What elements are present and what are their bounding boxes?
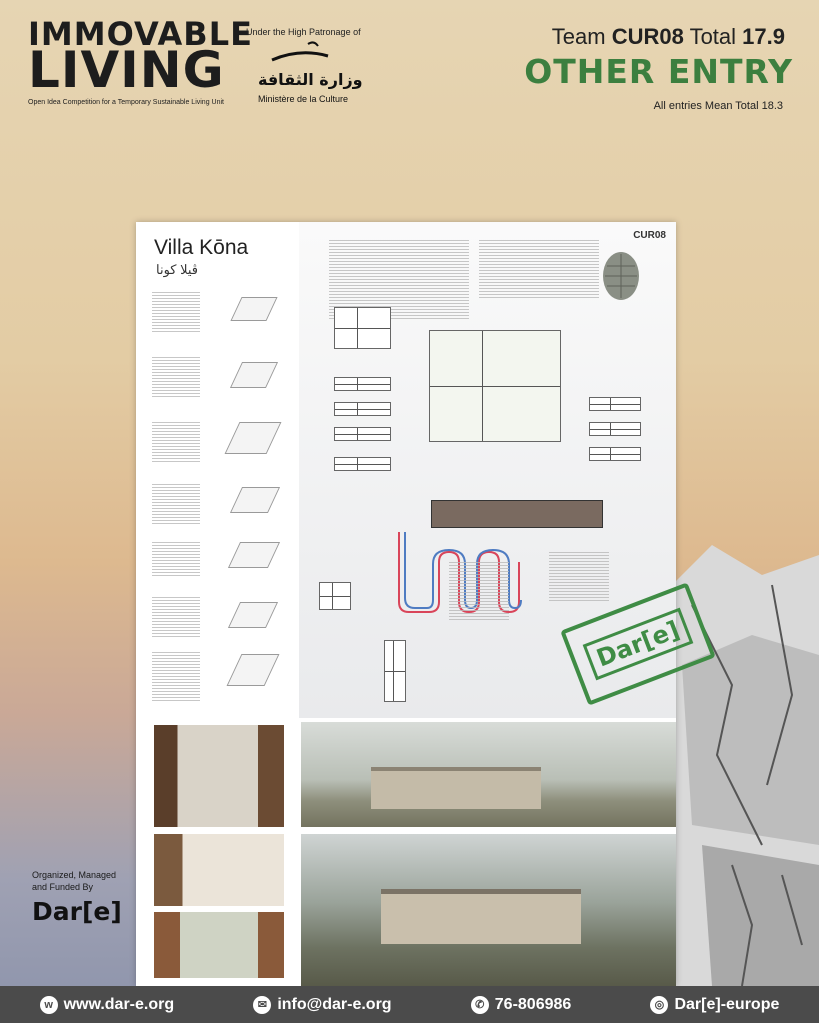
ground-floor-plan [429, 330, 561, 442]
elevation-east [589, 397, 641, 411]
competition-subtitle: Open Idea Competition for a Temporary Sustainable Living Unit [28, 99, 224, 106]
text-block [479, 240, 599, 300]
team-code: CUR08 [611, 24, 684, 49]
interior-render-courtyard [154, 912, 284, 978]
organizer-logo: Dar[e] [32, 897, 122, 926]
text-block [152, 292, 200, 332]
total-label: Total [689, 24, 737, 49]
elevation [334, 427, 391, 441]
team-score-line [552, 24, 785, 50]
text-block [152, 597, 200, 637]
interior-render-living [154, 834, 284, 906]
text-block [152, 422, 200, 462]
text-block [152, 652, 200, 702]
globe-icon: w [40, 996, 58, 1014]
axonometric-diagram [225, 422, 282, 454]
ministry-emblem-icon [270, 38, 330, 68]
patronage-text: Under the High Patronage of [246, 27, 361, 37]
axonometric-diagram [227, 654, 280, 686]
axonometric-diagram [230, 297, 277, 321]
axonometric-diagram [228, 602, 278, 628]
competition-logo [28, 15, 253, 100]
text-block [549, 552, 609, 602]
elevation-south [589, 447, 641, 461]
logo-line-2: LIVING [28, 41, 225, 100]
tower-model [384, 640, 406, 702]
mail-icon: ✉ [253, 996, 271, 1014]
email-link[interactable] [253, 996, 391, 1014]
website-text: www.dar-e.org [63, 995, 175, 1013]
elevation-north [589, 422, 641, 436]
text-block [152, 484, 200, 524]
phone-link[interactable] [471, 996, 572, 1014]
ministry-name-arabic: وزارة الثقافة [258, 70, 363, 89]
project-title: Villa Kōna [154, 236, 249, 259]
entry-category: OTHER ENTRY [524, 52, 793, 91]
text-block [449, 562, 509, 622]
competition-board [136, 222, 676, 986]
elevation [334, 377, 391, 391]
team-label: Team [551, 24, 606, 49]
elevation [334, 457, 391, 471]
exterior-render-forest [301, 834, 676, 986]
instagram-link[interactable] [650, 996, 779, 1014]
axonometric-diagram [230, 362, 278, 388]
footer-bar [0, 986, 819, 1023]
house-volume [381, 889, 581, 944]
logo-line-1: IMMOVABLE [28, 15, 253, 53]
mean-total: All entries Mean Total 18.3 [653, 100, 783, 112]
stamp-text: Dar[e] [583, 608, 694, 681]
axonometric-diagram [230, 487, 280, 513]
phone-text: 76-806986 [494, 995, 572, 1013]
pinecone-model-icon [599, 246, 643, 302]
board-diagram-column [136, 222, 299, 718]
project-title-arabic: ڤيلا كونا [156, 262, 198, 277]
axonometric-diagram [228, 542, 280, 568]
website-link[interactable] [40, 996, 175, 1014]
instagram-icon: ◎ [650, 996, 668, 1014]
organizer-label: Organized, Managed and Funded By [32, 870, 117, 892]
floor-plan [334, 307, 391, 349]
exterior-render-day [301, 722, 676, 827]
ministry-name-french: Ministère de la Culture [258, 94, 349, 104]
total-value: 17.9 [742, 24, 785, 49]
email-text: info@dar-e.org [277, 995, 392, 1013]
elevation [334, 402, 391, 416]
text-block [152, 542, 200, 578]
phone-icon: ✆ [471, 996, 489, 1014]
interior-render-entrance [154, 725, 284, 827]
house-volume [371, 767, 541, 809]
text-block [152, 357, 200, 397]
block-detail [319, 582, 351, 610]
instagram-text: Dar[e]-europe [674, 995, 780, 1013]
board-code: CUR08 [633, 230, 666, 241]
